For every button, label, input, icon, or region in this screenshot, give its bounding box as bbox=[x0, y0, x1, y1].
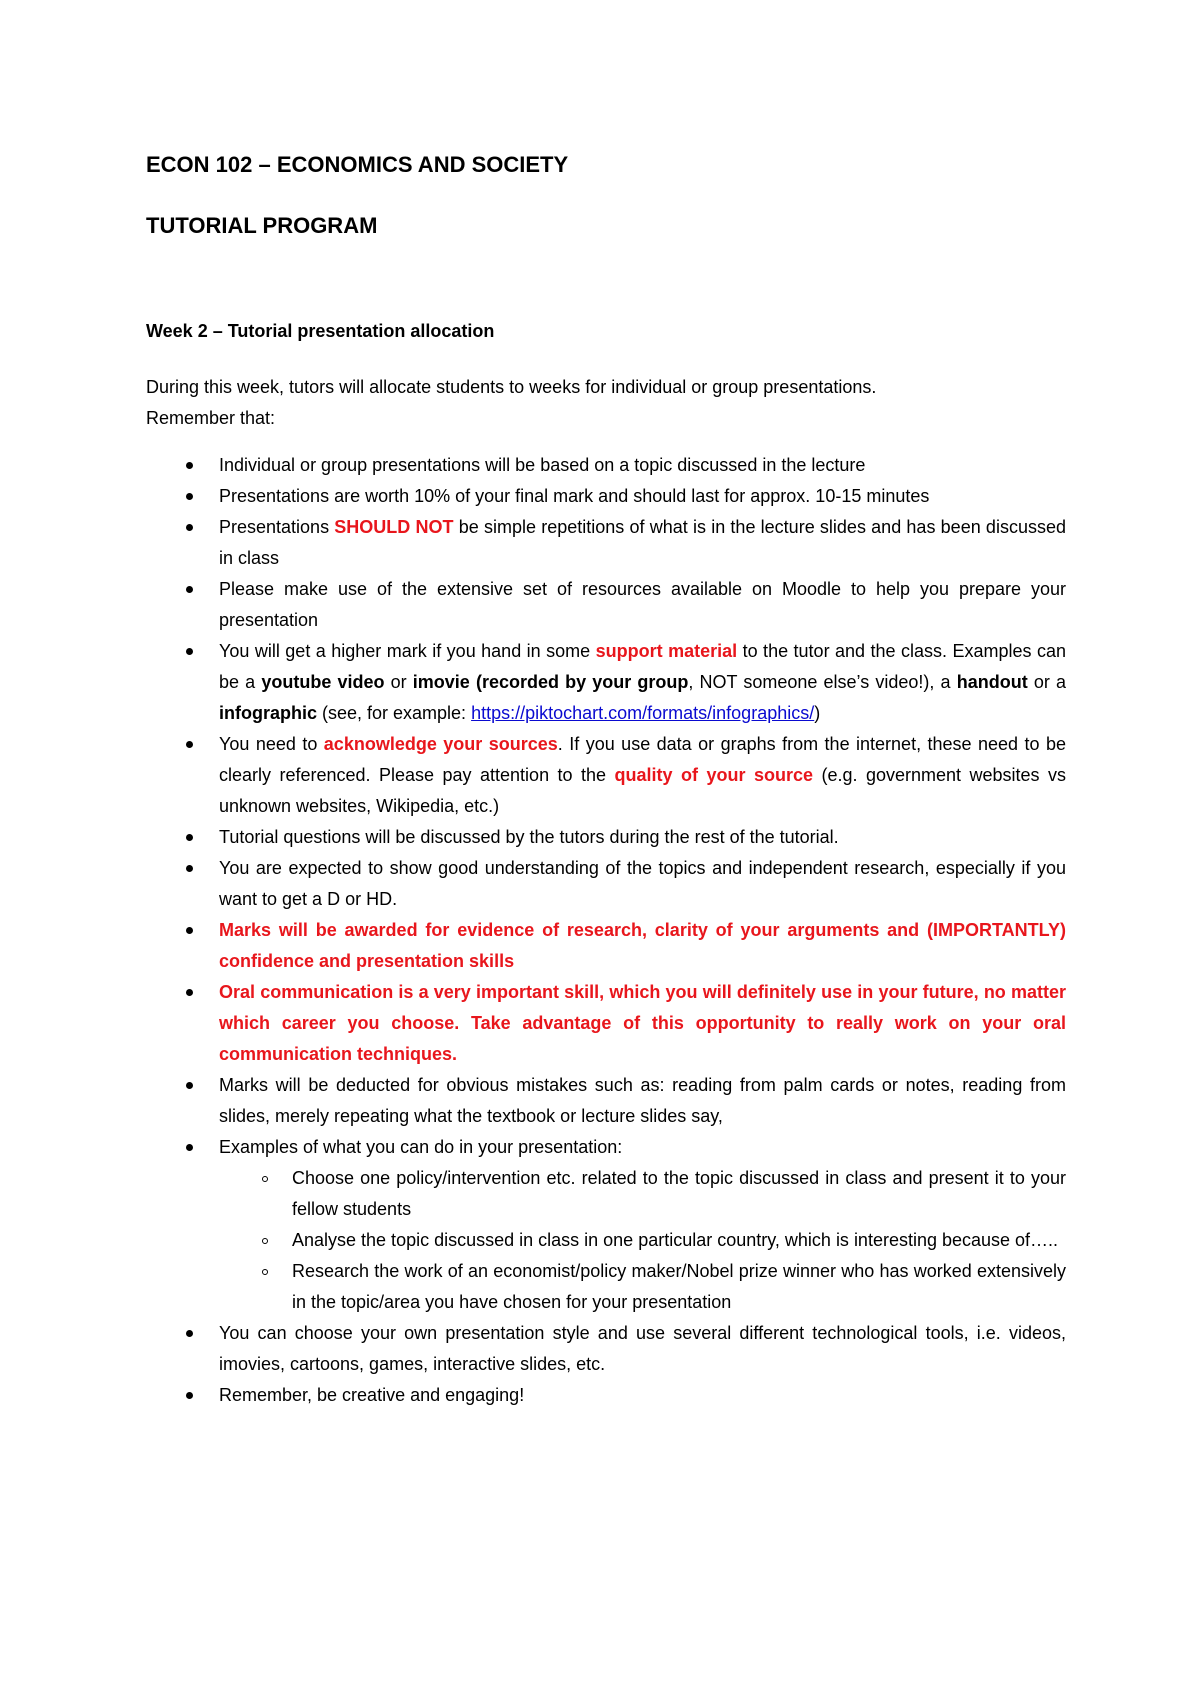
program-title: TUTORIAL PROGRAM bbox=[146, 213, 378, 238]
list-item bbox=[146, 1132, 1066, 1318]
list-item-text: . If you use data or graphs from the internet, these need to be clearly referenced. Please pay attention to the bbox=[219, 734, 1066, 785]
circle-bullet-icon bbox=[262, 1238, 268, 1244]
list-item bbox=[146, 1070, 1066, 1132]
bullet-icon bbox=[186, 741, 193, 748]
bullet-icon bbox=[186, 524, 193, 531]
circle-bullet-icon bbox=[262, 1176, 268, 1182]
list-item-text: be simple repetitions of what is in the lecture slides and has been discussed in class bbox=[219, 517, 1066, 568]
list-item-text: Remember, be creative and engaging! bbox=[219, 1385, 525, 1405]
week-heading: Week 2 – Tutorial presentation allocation bbox=[146, 321, 495, 341]
bullet-icon bbox=[186, 1392, 193, 1399]
emphasis-text: support material bbox=[595, 641, 738, 661]
list-item bbox=[146, 636, 1066, 729]
bold-text: infographic bbox=[219, 703, 317, 723]
sub-list-item bbox=[219, 1225, 1066, 1256]
bullet-icon bbox=[186, 1144, 193, 1151]
list-item-text: to the tutor and the class. Examples can be a bbox=[219, 641, 1066, 692]
list-item bbox=[146, 512, 1066, 574]
sub-list-item bbox=[219, 1256, 1066, 1318]
list-item-text: Examples of what you can do in your presentation: bbox=[219, 1137, 623, 1157]
list-item-text: Marks will be deducted for obvious mistakes such as: reading from palm cards or notes, reading from slides, merely repeating what the textbook or lecture slides say, bbox=[219, 1075, 1066, 1126]
list-item-text: Presentations are worth 10% of your final mark and should last for approx. 10-15 minutes bbox=[219, 486, 930, 506]
list-item bbox=[146, 574, 1066, 636]
emphasis-text: quality of your source bbox=[614, 765, 813, 785]
emphasis-text: acknowledge your sources bbox=[323, 734, 558, 754]
list-item-text: Please make use of the extensive set of resources available on Moodle to help you prepare your presentation bbox=[219, 579, 1066, 630]
sub-list-item-text: Analyse the topic discussed in class in one particular country, which is interesting because of….. bbox=[292, 1230, 1059, 1250]
bullet-icon bbox=[186, 1082, 193, 1089]
bullet-icon bbox=[186, 462, 193, 469]
list-item bbox=[146, 450, 1066, 481]
bullet-icon bbox=[186, 989, 193, 996]
bullet-icon bbox=[186, 648, 193, 655]
circle-bullet-icon bbox=[262, 1269, 268, 1275]
course-title: ECON 102 – ECONOMICS AND SOCIETY bbox=[146, 152, 569, 177]
sub-list-item-text: Research the work of an economist/policy maker/Nobel prize winner who has worked extensively in the topic/area you have chosen for your presentation bbox=[292, 1261, 1066, 1312]
emphasis-text: SHOULD NOT bbox=[334, 517, 454, 537]
bullet-icon bbox=[186, 834, 193, 841]
bold-text: youtube video bbox=[261, 672, 385, 692]
sub-list-item-text: Choose one policy/intervention etc. related to the topic discussed in class and present it to your fellow students bbox=[292, 1168, 1066, 1219]
bullet-icon bbox=[186, 927, 193, 934]
emphasis-text: Oral communication is a very important skill, which you will definitely use in your future, no matter which career you choose. Take advantage of this opportunity to really work on your oral communication techniques. bbox=[219, 982, 1066, 1064]
list-item bbox=[146, 853, 1066, 915]
list-item-text: or bbox=[384, 672, 413, 692]
bold-text: imovie (recorded by your group bbox=[412, 672, 689, 692]
bullet-icon bbox=[186, 1330, 193, 1337]
list-item-text: ) bbox=[814, 703, 821, 723]
intro-paragraph bbox=[146, 372, 1066, 434]
infographics-link[interactable]: https://piktochart.com/formats/infographics/ bbox=[471, 703, 815, 723]
list-item bbox=[146, 1318, 1066, 1380]
bullet-icon bbox=[186, 586, 193, 593]
list-item-text: You are expected to show good understanding of the topics and independent research, especially if you want to get a D or HD. bbox=[219, 858, 1066, 909]
emphasis-text: Marks will be awarded for evidence of research, clarity of your arguments and (IMPORTANTLY) confidence and presentation skills bbox=[219, 920, 1066, 971]
bullet-list bbox=[146, 450, 1066, 1411]
bullet-icon bbox=[186, 865, 193, 872]
bold-text: handout bbox=[956, 672, 1028, 692]
list-item-text: You will get a higher mark if you hand in some bbox=[219, 641, 596, 661]
list-item bbox=[146, 729, 1066, 822]
list-item-text: (see, for example: bbox=[317, 703, 472, 723]
list-item-text: , NOT someone else’s video!), a bbox=[688, 672, 957, 692]
list-item bbox=[146, 1380, 1066, 1411]
list-item-text: Tutorial questions will be discussed by the tutors during the rest of the tutorial. bbox=[219, 827, 839, 847]
list-item-text: Presentations bbox=[219, 517, 335, 537]
list-item-text: Individual or group presentations will be based on a topic discussed in the lecture bbox=[219, 455, 866, 475]
list-item bbox=[146, 822, 1066, 853]
list-item bbox=[146, 977, 1066, 1070]
sub-list-item bbox=[219, 1163, 1066, 1225]
list-item-text: or a bbox=[1027, 672, 1066, 692]
list-item bbox=[146, 915, 1066, 977]
list-item-text: You need to bbox=[219, 734, 324, 754]
intro-line: Remember that: bbox=[146, 408, 276, 428]
intro-line: During this week, tutors will allocate students to weeks for individual or group presentations. bbox=[146, 377, 877, 397]
list-item-text: (e.g. government websites vs unknown websites, Wikipedia, etc.) bbox=[219, 765, 1066, 816]
list-item bbox=[146, 481, 1066, 512]
bullet-icon bbox=[186, 493, 193, 500]
list-item-text: You can choose your own presentation style and use several different technological tools, i.e. videos, imovies, cartoons, games, interactive slides, etc. bbox=[219, 1323, 1066, 1374]
sub-list bbox=[219, 1163, 1066, 1318]
